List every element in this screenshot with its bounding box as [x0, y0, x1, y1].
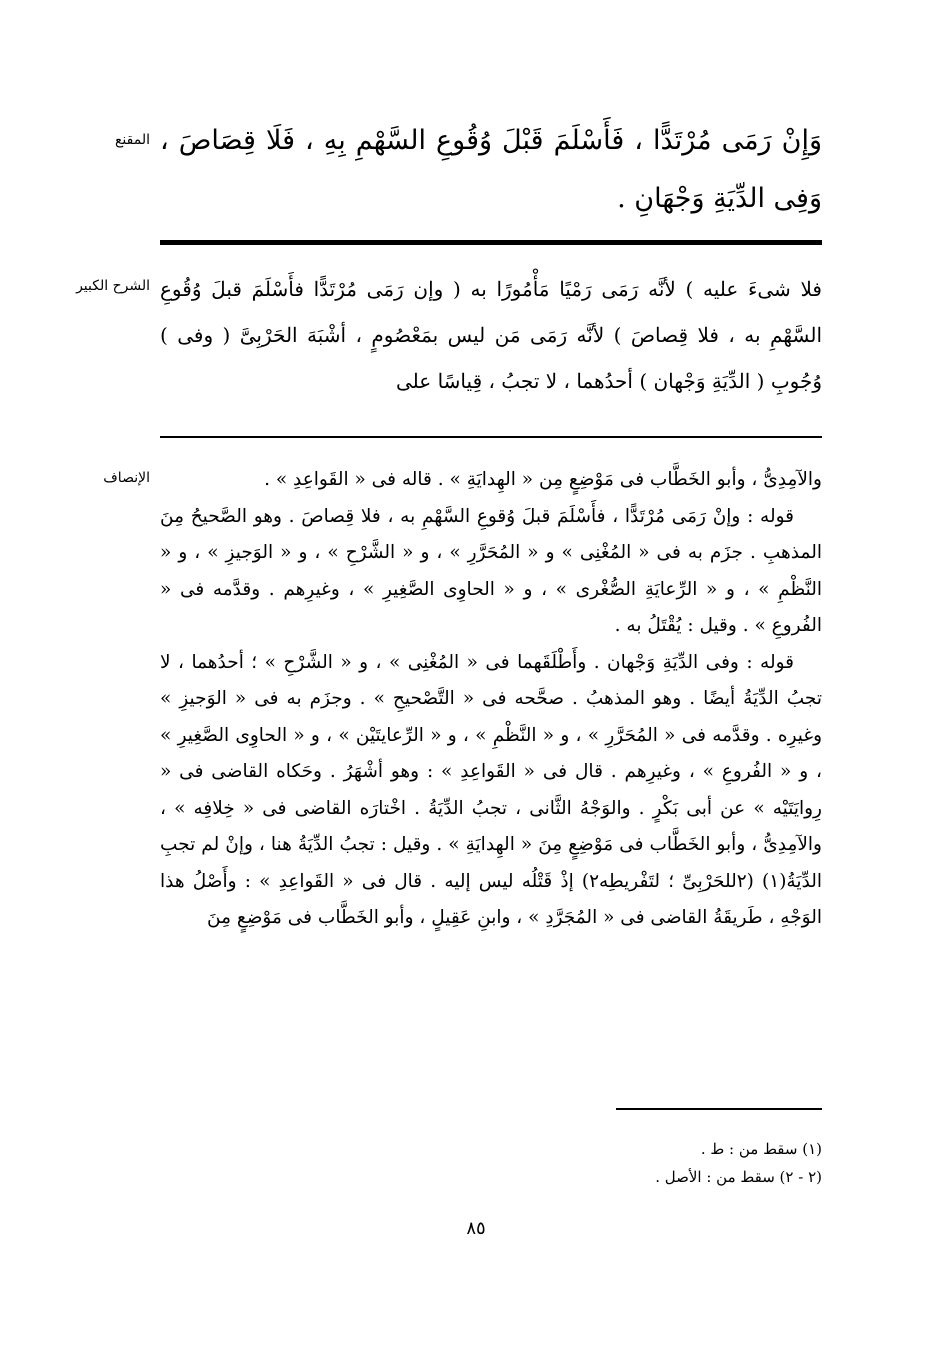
section-divider-thin	[160, 436, 822, 438]
page-number: ٨٥	[466, 1218, 486, 1239]
section-label-sharh: الشرح الكبير	[76, 278, 150, 294]
sharh-text: فلا شىءَ عليه ) لأنَّه رَمَى رَمْيًا مَأْمُورًا به ( وإن رَمَى مُرْتَدًّا فأَسْلَمَ قبلَ وُقُوعِ السَّهْمِ به ، فلا قِصاصَ ) لأنَّه رَمَى مَن ليس بمَعْصُومٍ ، أشْبَهَ الحَرْبِىَّ ( وفى ) وُجُوبِ ( الدِّيَةِ وَجْهان ) أحدُهما ، لا تجبُ ، قِياسًا على	[160, 277, 822, 393]
insaf-paragraph: والآمِدِىُّ ، وأبو الخَطَّاب فى مَوْضِعٍ مِن « الهِدايَةِ » . قاله فى « القَواعِدِ » .	[264, 469, 822, 490]
insaf-paragraph: قوله : وإنْ رَمَى مُرْتَدًّا ، فأَسْلَمَ قبلَ وُقوعِ السَّهْمِ به ، فلا قِصاصَ . وهو الصَّحيحُ مِنَ المذهبِ . جزَم به فى « المُغْنِى » و « المُحَرَّرِ » ، و « الشَّرْحِ » ، و « الوَجيزِ » ، و « النَّظْمِ » ، و « الرِّعايَةِ الصُّغْرى » ، و « الحاوِى الصَّغِيرِ » ، وغيرِهم . وقدَّمه فى « الفُروعِ » . وقيل : يُقْتَلُ به .	[160, 505, 822, 636]
insaf-text	[160, 462, 822, 937]
section-label-insaf: الإنصاف	[103, 470, 150, 486]
insaf-paragraph: قوله : وفى الدِّيَةِ وَجْهان . وأَطْلَقَهما فى « المُغْنِى » ، و « الشَّرْحِ » ؛ أحدُهما ، لا تجبُ الدِّيَةُ أيضًا . وهو المذهبُ . صحَّحه فى « التَّصْحيحِ » . وجزَم به فى « الوَجيزِ » وغيرِه . وقدَّمه فى « المُحَرَّرِ » ، و « النَّظْمِ » ، و « الرِّعايتَيْن » ، و « الحاوِى الصَّغِيرِ » ، و « الفُروعِ » ، وغيرِهم . قال فى « القَواعِدِ » : وهو أشْهَرُ . وحَكاه القاضى فى « رِوايَتَيْه » عن أبى بَكْرٍ . والوَجْهُ الثَّانى ، تجبُ الدِّيَةُ . اخْتارَه القاضى فى « خِلافِه » ، والآمِدِىُّ ، وأبو الخَطَّاب فى مَوْضِعٍ مِنَ « الهِدايَةِ » . وقيل : تجبُ الدِّيَةُ هنا ، وإنْ لم تجبِ الدِّيَةُ(١) (٢للحَرْبِىِّ ؛ لتَفْريطِه٢) إذْ قَتْلُه ليس إليه . قال فى « القَواعِدِ » : وأَصْلُ هذا الوَجْهِ ، طَريقَةُ القاضى فى « المُجَرَّدِ » ، وابنِ عَقِيلٍ ، وأبو الخَطَّاب فى مَوْضِعٍ مِنَ	[160, 651, 822, 928]
section-divider-thick	[160, 240, 822, 245]
footnotes	[160, 1135, 822, 1191]
footnote-separator	[616, 1108, 822, 1110]
section-label-muqni: المقنع	[114, 132, 150, 148]
muqni-text: وَإِنْ رَمَى مُرْتَدًّا ، فَأَسْلَمَ قَبْلَ وُقُوعِ السَّهْمِ بِهِ ، فَلَا قِصَاصَ ، وَفِى الدِّيَةِ وَجْهَانِ .	[160, 125, 822, 214]
footnote-1: (١) سقط من : ط .	[700, 1140, 822, 1158]
footnote-2: (٢ - ٢) سقط من : الأصل .	[655, 1168, 822, 1186]
